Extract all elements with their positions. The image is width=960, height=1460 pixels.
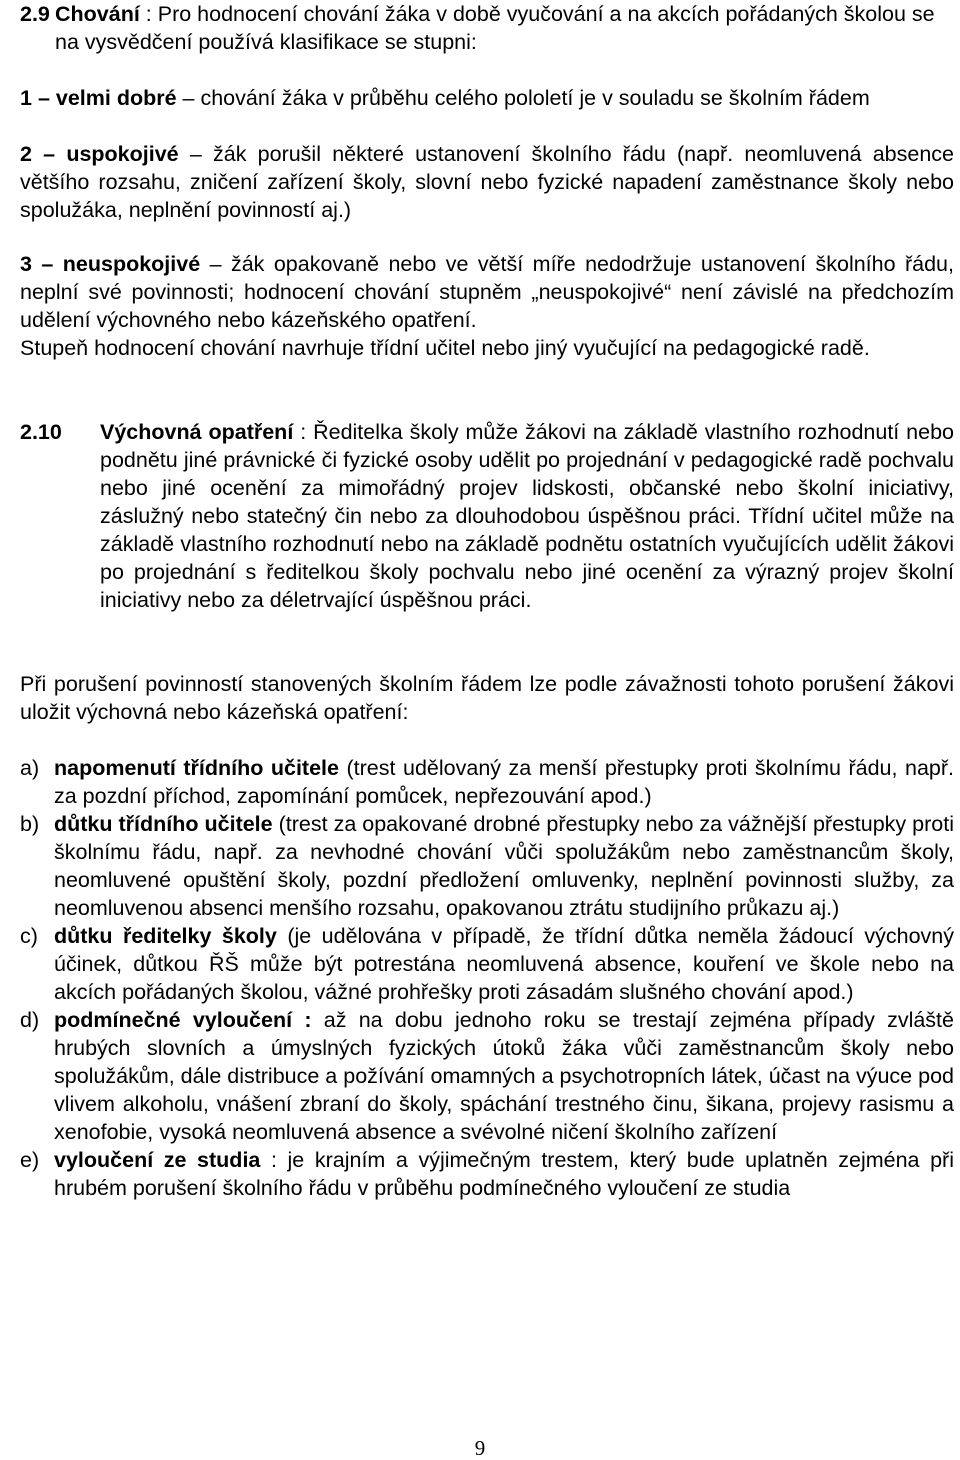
measure-text: (trest udělovaný za menší přestupky proti školnímu řádu, např. za pozdní příchod, zapomínání pomůcek, nepřezouvání apod.) bbox=[54, 756, 954, 808]
grade-number: 2 bbox=[20, 142, 32, 166]
list-item-letter: b) bbox=[20, 812, 40, 836]
measure-label: důtku třídního učitele bbox=[54, 812, 273, 836]
grade-number: 3 bbox=[20, 252, 32, 276]
list-item-letter: e) bbox=[20, 1148, 40, 1172]
measure-label: podmínečné vyloučení : bbox=[54, 1008, 312, 1032]
measure-text: (trest za opakované drobné přestupky nebo za vážnější přestupky proti školnímu řádu, např. za nevhodné chování vůči spolužákům nebo zaměstnancům školy, neomluvené opuštění školy, pozdní předložení omluvenky, neplnění povinnosti služby, za neomluvenou absenci menšího rozsahu, opakovanou ztrátu studijního průkazu aj.) bbox=[54, 812, 954, 920]
section-number: 2.10 bbox=[20, 420, 62, 444]
grade-label: neuspokojivé bbox=[62, 252, 201, 276]
list-item-letter: c) bbox=[20, 924, 38, 948]
violation-intro: Při porušení povinností stanovených školním řádem lze podle závažnosti tohoto porušení žákovi uložit výchovná nebo kázeňská opatření: bbox=[20, 672, 954, 724]
grade-dash: – bbox=[31, 252, 63, 276]
section-text: : Ředitelka školy může žákovi na základě vlastního rozhodnutí nebo podnětu jiné právnické či fyzické osoby udělit po projednání v pedagogické radě pochvalu nebo jiné ocenění za mimořádný projev lidskosti, občanské nebo školní iniciativy, záslužný nebo statečný čin nebo za dlouhodobou úspěšnou práci. Třídní učitel může na základě vlastního rozhodnutí nebo na základě podnětu ostatních vyučujících udělit žákovi po projednání s ředitelkou školy pochvalu nebo jiné ocenění za výrazný projev školní iniciativy nebo za déletrvající úspěšnou práci. bbox=[100, 420, 954, 612]
section-body bbox=[100, 418, 954, 614]
section-intro-text: : Pro hodnocení chování žáka v době vyučování a na akcích pořádaných školou se na vysvědčení používá klasifikace se stupni: bbox=[55, 2, 935, 54]
section-title: Výchovná opatření bbox=[100, 420, 294, 444]
list-item-letter: a) bbox=[20, 756, 40, 780]
grade-label: uspokojivé bbox=[66, 142, 179, 166]
section-number: 2.9 bbox=[20, 2, 50, 26]
section-title: Chování bbox=[55, 2, 140, 26]
list-item bbox=[20, 922, 954, 1006]
grade-text: – žák porušil některé ustanovení školního řádu (např. neomluvená absence většího rozsahu, zničení zařízení školy, slovní nebo fyzické napadení zaměstnance školy nebo spolužáka, neplnění povinností aj.) bbox=[20, 142, 954, 222]
grade-text: – chování žáka v průběhu celého pololetí je v souladu se školním řádem bbox=[176, 86, 870, 110]
measure-label: napomenutí třídního učitele bbox=[54, 756, 339, 780]
grade-number: 1 bbox=[20, 86, 32, 110]
list-item bbox=[20, 754, 954, 810]
grade-label: velmi dobré bbox=[55, 86, 177, 110]
measures-list bbox=[20, 754, 954, 1202]
grade-1 bbox=[20, 84, 954, 112]
measure-label: důtku ředitelky školy bbox=[54, 924, 277, 948]
list-item-letter: d) bbox=[20, 1008, 40, 1032]
list-item bbox=[20, 810, 954, 922]
list-item bbox=[20, 1146, 954, 1202]
grade-proposal-note: Stupeň hodnocení chování navrhuje třídní učitel nebo jiný vyučující na pedagogické radě. bbox=[20, 336, 870, 360]
measure-text: : je krajním a výjimečným trestem, který bude uplatněn zejména při hrubém porušení školního řádu v průběhu podmínečného vyloučení ze studia bbox=[54, 1148, 954, 1200]
measure-label: vyloučení ze studia bbox=[54, 1148, 261, 1172]
page-number: 9 bbox=[474, 1436, 486, 1460]
grade-dash: – bbox=[31, 142, 67, 166]
grade-2 bbox=[20, 140, 954, 224]
section-intro bbox=[55, 0, 954, 56]
grade-text: – žák opakovaně nebo ve větší míře nedodržuje ustanovení školního řádu, neplní své povinnosti; hodnocení chování stupněm „neuspokojivé“ není závislé na předchozím udělení výchovného nebo kázeňského opatření. bbox=[20, 252, 954, 332]
grade-dash: – bbox=[31, 86, 56, 110]
grade-3 bbox=[20, 250, 954, 334]
section-2-9-heading bbox=[20, 0, 954, 56]
measure-text: (je udělována v případě, že třídní důtka neměla žádoucí výchovný účinek, důtkou ŘŠ může být potrestána neomluvená absence, kouření ve škole nebo na akcích pořádaných školou, vážné prohřešky proti zásadám slušného chování apod.) bbox=[54, 924, 954, 1004]
measure-text: až na dobu jednoho roku se trestají zejména případy zvláště hrubých slovních a úmyslných fyzických útoků žáka vůči zaměstnancům školy nebo spolužákům, dále distribuce a požívání omamných a psychotropních látek, účast na výuce pod vlivem alkoholu, vnášení zbraní do školy, spáchání trestného činu, šikana, projevy rasismu a xenofobie, vysoká neomluvená absence a svévolné ničení školního zařízení bbox=[54, 1008, 954, 1144]
list-item bbox=[20, 1006, 954, 1146]
section-2-10 bbox=[20, 418, 954, 614]
